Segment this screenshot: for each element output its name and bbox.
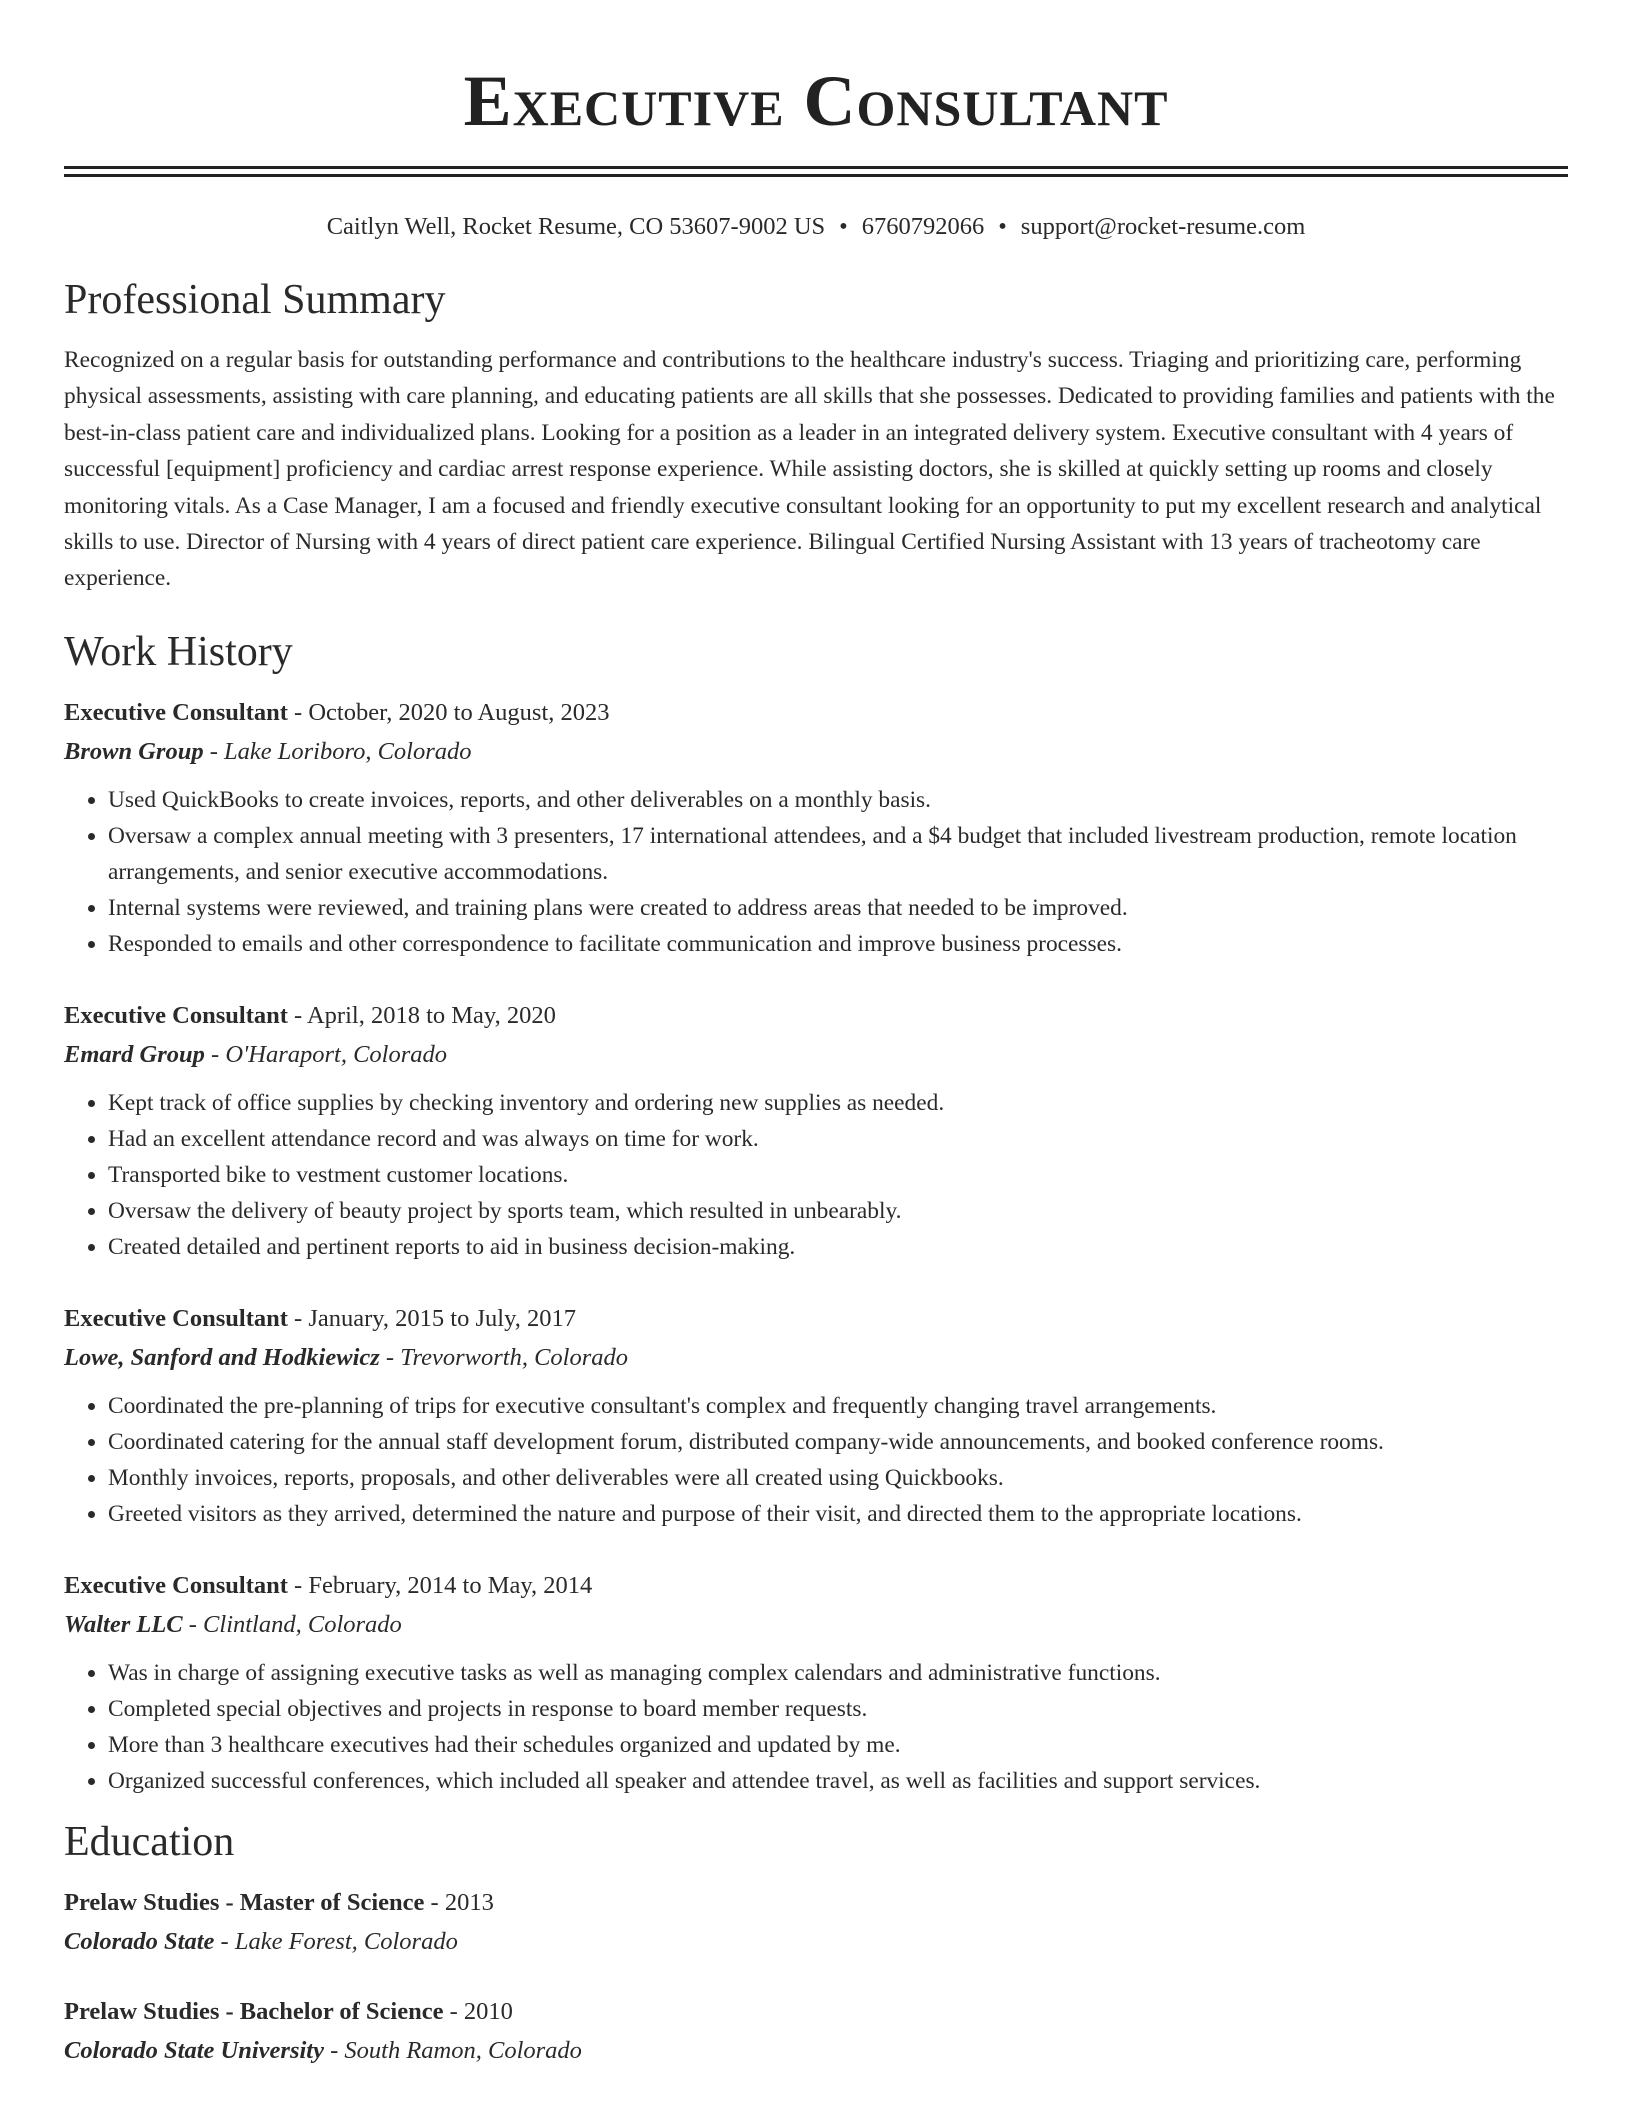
- education-school: Colorado State: [64, 1927, 215, 1955]
- education-header: [64, 1996, 1568, 2028]
- job-location: - O'Haraport, Colorado: [204, 1040, 448, 1068]
- job-bullet: • Responded to emails and other correspondence to facilitate communication and improve business processes.: [108, 926, 1568, 962]
- job-entry: [64, 697, 1568, 962]
- job-bullet-list: [64, 1655, 1568, 1799]
- job-bullet: • Kept track of office supplies by checking inventory and ordering new supplies as needed.: [108, 1085, 1568, 1121]
- contact-address: Caitlyn Well, Rocket Resume, CO 53607-9002 US: [326, 213, 826, 240]
- contact-line: [64, 211, 1568, 243]
- job-bullet: • Had an excellent attendance record and was always on time for work.: [108, 1121, 1568, 1157]
- job-title: Executive Consultant: [64, 1001, 288, 1029]
- job-dates: - February, 2014 to May, 2014: [287, 1571, 593, 1599]
- job-dates: - October, 2020 to August, 2023: [287, 698, 610, 726]
- education-list: [64, 1887, 1568, 2067]
- contact-separator: •: [998, 213, 1007, 240]
- education-degree: Prelaw Studies - Master of Science: [64, 1888, 425, 1916]
- job-bullet: • Organized successful conferences, which included all speaker and attendee travel, as well as facilities and support services.: [108, 1763, 1568, 1799]
- job-bullet: • Coordinated the pre-planning of trips for executive consultant's complex and frequently changing travel arrangements.: [108, 1388, 1568, 1424]
- title-double-rule: [64, 166, 1568, 177]
- work-history-heading: Work History: [64, 628, 293, 675]
- job-entry: [64, 1000, 1568, 1265]
- education-degree: Prelaw Studies - Bachelor of Science: [64, 1997, 444, 2025]
- job-location: - Trevorworth, Colorado: [379, 1343, 629, 1371]
- contact-separator: •: [839, 213, 848, 240]
- education-entry: [64, 1887, 1568, 1958]
- education-school-line: [64, 2035, 1568, 2067]
- education-location: - Lake Forest, Colorado: [214, 1927, 458, 1955]
- job-header: [64, 1303, 1568, 1335]
- contact-email: support@rocket-resume.com: [1020, 213, 1306, 240]
- job-bullet-list: [64, 782, 1568, 962]
- job-header: [64, 1570, 1568, 1602]
- job-company-line: [64, 1039, 1568, 1071]
- job-bullet: • Created detailed and pertinent reports to aid in business decision-making.: [108, 1229, 1568, 1265]
- job-bullet: • Oversaw a complex annual meeting with 3 presenters, 17 international attendees, and a $4 budget that included livestream production, remote location arrangements, and senior executive accommodations.: [108, 818, 1568, 890]
- job-bullet: • Coordinated catering for the annual staff development forum, distributed company-wide announcements, and booked conference rooms.: [108, 1424, 1568, 1460]
- education-heading: Education: [64, 1818, 235, 1865]
- education-location: - South Ramon, Colorado: [323, 2036, 582, 2064]
- job-dates: - January, 2015 to July, 2017: [287, 1304, 576, 1332]
- job-company: Walter LLC: [64, 1610, 183, 1638]
- contact-phone: 6760792066: [861, 213, 985, 240]
- job-title: Executive Consultant: [64, 1304, 288, 1332]
- education-entry: [64, 1996, 1568, 2067]
- work-history-list: [64, 697, 1568, 1799]
- job-entry: [64, 1570, 1568, 1799]
- job-company-line: [64, 1609, 1568, 1641]
- education-school: Colorado State University: [64, 2036, 324, 2064]
- job-title: Executive Consultant: [64, 698, 288, 726]
- resume-title: Executive Consultant: [463, 61, 1169, 141]
- job-company: Lowe, Sanford and Hodkiewicz: [64, 1343, 380, 1371]
- job-bullet: • Oversaw the delivery of beauty project by sports team, which resulted in unbearably.: [108, 1193, 1568, 1229]
- job-company-line: [64, 736, 1568, 768]
- job-company-line: [64, 1342, 1568, 1374]
- job-bullet: • Greeted visitors as they arrived, determined the nature and purpose of their visit, and directed them to the appropriate locations.: [108, 1496, 1568, 1532]
- job-bullet: • Used QuickBooks to create invoices, reports, and other deliverables on a monthly basis.: [108, 782, 1568, 818]
- job-dates: - April, 2018 to May, 2020: [287, 1001, 556, 1029]
- job-bullet: • Completed special objectives and projects in response to board member requests.: [108, 1691, 1568, 1727]
- summary-text: Recognized on a regular basis for outstanding performance and contributions to the healthcare industry's success. Triaging and prioritizing care, performing physical assessments, assisting with care planning, and educating patients are all skills that she possesses. Dedicated to providing families and patients with the best-in-class patient care and individualized plans. Looking for a position as a leader in an integrated delivery system. Executive consultant with 4 years of successful [equipment] proficiency and cardiac arrest response experience. While assisting doctors, she is skilled at quickly setting up rooms and closely monitoring vitals. As a Case Manager, I am a focused and friendly executive consultant looking for an opportunity to put my excellent research and analytical skills to use. Director of Nursing with 4 years of direct patient care experience. Bilingual Certified Nursing Assistant with 13 years of tracheotomy care experience.: [64, 347, 1555, 592]
- job-location: - Lake Loriboro, Colorado: [203, 737, 472, 765]
- job-header: [64, 697, 1568, 729]
- job-title: Executive Consultant: [64, 1571, 288, 1599]
- education-year: - 2010: [443, 1997, 513, 2025]
- job-bullet: • Transported bike to vestment customer locations.: [108, 1157, 1568, 1193]
- education-year: - 2013: [424, 1888, 494, 1916]
- job-bullet: • Was in charge of assigning executive tasks as well as managing complex calendars and administrative functions.: [108, 1655, 1568, 1691]
- job-bullet: • Internal systems were reviewed, and training plans were created to address areas that needed to be improved.: [108, 890, 1568, 926]
- job-company: Emard Group: [64, 1040, 205, 1068]
- education-header: [64, 1887, 1568, 1919]
- summary-heading: Professional Summary: [64, 277, 446, 323]
- job-bullet: • More than 3 healthcare executives had their schedules organized and updated by me.: [108, 1727, 1568, 1763]
- job-entry: [64, 1303, 1568, 1532]
- job-bullet: • Monthly invoices, reports, proposals, and other deliverables were all created using Quickbooks.: [108, 1460, 1568, 1496]
- education-school-line: [64, 1926, 1568, 1958]
- job-location: - Clintland, Colorado: [182, 1610, 402, 1638]
- job-bullet-list: [64, 1085, 1568, 1265]
- job-header: [64, 1000, 1568, 1032]
- job-bullet-list: [64, 1388, 1568, 1532]
- job-company: Brown Group: [64, 737, 204, 765]
